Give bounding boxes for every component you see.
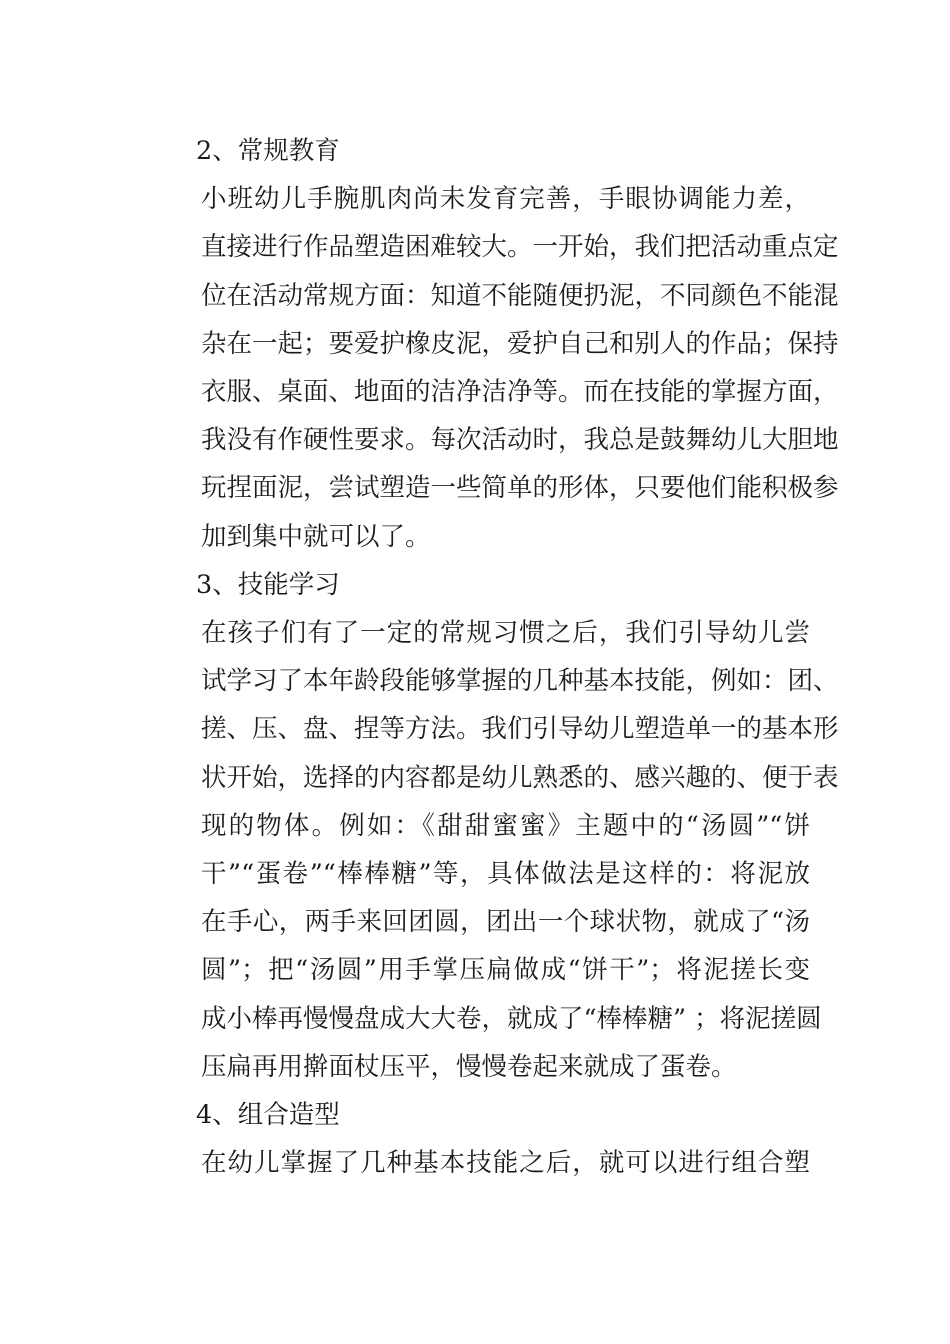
text-line: 玩捏面泥，尝试塑造一些简单的形体，只要他们能积极参	[201, 473, 839, 504]
text-line: 我没有作硬性要求。每次活动时，我总是鼓舞幼儿大胆地	[201, 425, 839, 456]
text-line: 在手心，两手来回团圆，团出一个球状物，就成了“汤	[201, 907, 810, 938]
text-line: 现的物体。例如：《甜甜蜜蜜》主题中的“汤圆”“饼	[201, 810, 810, 841]
paragraph-combined-modeling	[146, 1139, 810, 1187]
text-line: 衣服、桌面、地面的洁净洁净等。而在技能的掌握方面，	[201, 377, 839, 408]
section-heading-routine-education: 2、常规教育	[196, 136, 340, 166]
text-line: 在幼儿掌握了几种基本技能之后，就可以进行组合塑	[201, 1148, 810, 1179]
text-line: 试学习了本年龄段能够掌握的几种基本技能，例如：团、	[201, 666, 839, 697]
text-line: 压扁再用擀面杖压平，慢慢卷起来就成了蛋卷。	[201, 1051, 737, 1082]
text-line: 成小棒再慢慢盘成大大卷，就成了“棒棒糖” ；将泥搓圆	[201, 1003, 822, 1034]
text-line: 状开始，选择的内容都是幼儿熟悉的、感兴趣的、便于表	[201, 762, 839, 793]
text-line: 位在活动常规方面：知道不能随便扔泥，不同颜色不能混	[201, 280, 839, 311]
text-line: 干”“蛋卷”“棒棒糖”等，具体做法是这样的：将泥放	[201, 859, 810, 890]
section-heading-combined-modeling: 4、组合造型	[196, 1100, 340, 1131]
text-line: 直接进行作品塑造困难较大。一开始，我们把活动重点定	[201, 232, 839, 263]
text-line: 杂在一起；要爱护橡皮泥，爱护自己和别人的作品；保持	[201, 328, 839, 359]
paragraph-routine-education	[146, 175, 839, 561]
text-line: 圆”；把“汤圆”用手掌压扁做成“饼干”；将泥搓长变	[201, 955, 810, 986]
text-line: 搓、压、盘、捏等方法。我们引导幼儿塑造单一的基本形	[201, 714, 839, 745]
text-line: 加到集中就可以了。	[201, 521, 431, 552]
document-body	[146, 127, 839, 1187]
section-heading-skill-learning: 3、技能学习	[196, 569, 340, 600]
paragraph-skill-learning	[146, 609, 839, 1091]
text-line: 小班幼儿手腕肌肉尚未发育完善，手眼协调能力差，	[201, 184, 810, 215]
text-line: 在孩子们有了一定的常规习惯之后，我们引导幼儿尝	[201, 618, 810, 649]
